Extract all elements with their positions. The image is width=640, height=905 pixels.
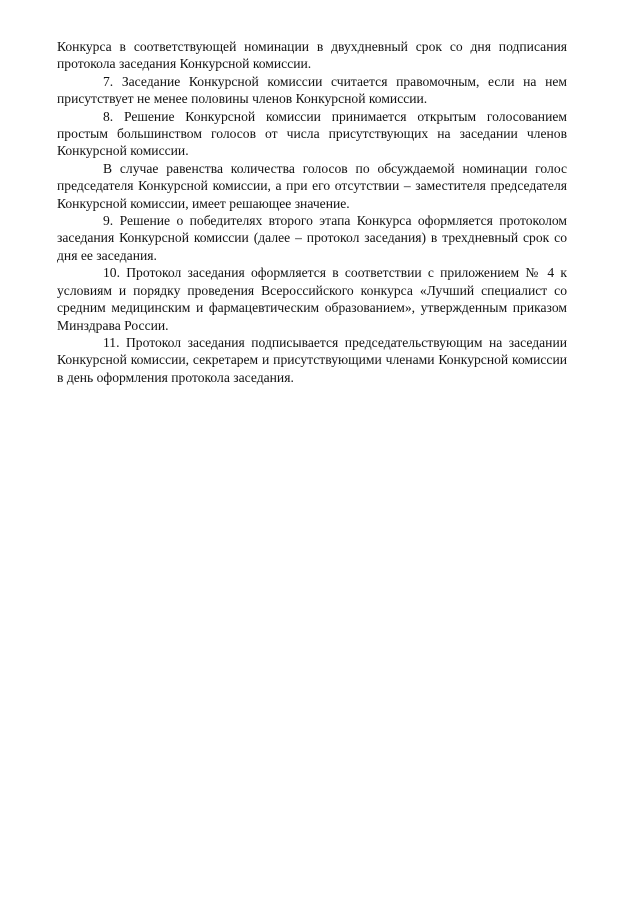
document-body (57, 38, 567, 386)
paragraph-9: 9. Решение о победителях второго этапа Конкурса оформляется протоколом заседания Конкурсной комиссии (далее – протокол заседания) в трехдневный срок со дня ее заседания. (57, 213, 567, 263)
paragraph-continuation: Конкурса в соответствующей номинации в двухдневный срок со дня подписания протокола заседания Конкурсной комиссии. (57, 39, 567, 72)
paragraph-8: 8. Решение Конкурсной комиссии принимается открытым голосованием простым большинством голосов от числа присутствующих на заседании членов Конкурсной комиссии. (57, 108, 567, 159)
paragraph-8-tie-rule: В случае равенства количества голосов по обсуждаемой номинации голос председателя Конкурсной комиссии, а при его отсутствии – заместителя председателя Конкурсной комиссии, имеет решающее значение. (57, 160, 567, 211)
paragraph-7: 7. Заседание Конкурсной комиссии считается правомочным, если на нем присутствует не менее половины членов Конкурсной комиссии. (57, 73, 567, 107)
paragraph-10: 10. Протокол заседания оформляется в соответствии с приложением № 4 к условиям и порядку проведения Всероссийского конкурса «Лучший специалист со средним медицинским и фармацевтическим образованием», утвержденным приказом Минздрава России. (57, 265, 567, 333)
paragraph-11: 11. Протокол заседания подписывается председательствующим на заседании Конкурсной комиссии, секретарем и присутствующими членами Конкурсной комиссии в день оформления протокола заседания. (57, 334, 567, 385)
